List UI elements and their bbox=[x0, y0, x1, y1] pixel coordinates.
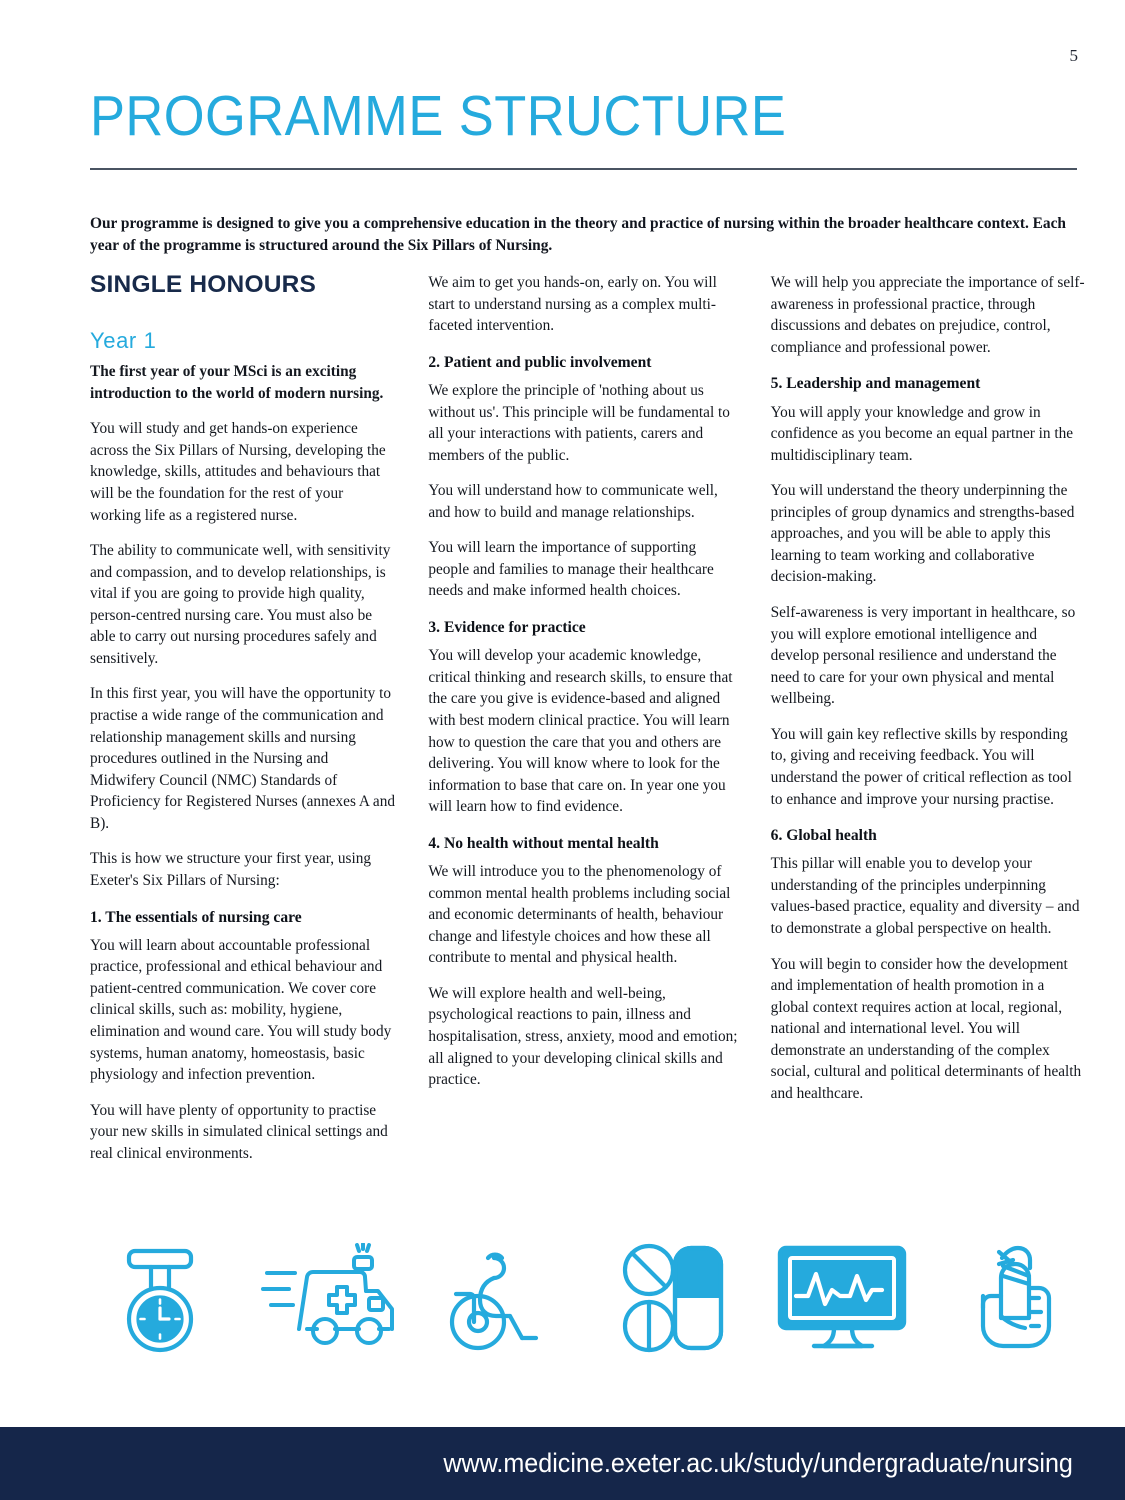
column-one bbox=[90, 272, 396, 1178]
pillar-heading-6: 6. Global health bbox=[770, 827, 877, 845]
page-number: 5 bbox=[1069, 46, 1078, 65]
column-two bbox=[428, 272, 738, 1178]
paragraph: You will have plenty of opportunity to practise your new skills in simulated clinical settings and real clinical environments. bbox=[90, 1101, 388, 1162]
paragraph: You will apply your knowledge and grow in confidence as you become an equal partner in the multidisciplinary team. bbox=[770, 403, 1074, 464]
year-heading: Year 1 bbox=[90, 327, 157, 353]
paragraph: You will learn the importance of supporting people and families to manage their healthcare needs and make informed health choices. bbox=[428, 539, 714, 600]
paragraph: You will learn about accountable professional practice, professional and ethical behaviour and patient-centred communication. We cover core clinical skills, such as: mobility, hygiene, elimination and wound care. You will study body systems, human anatomy, homeostasis, basic physiology and infection prevention. bbox=[90, 936, 392, 1084]
pills-icon bbox=[603, 1238, 743, 1358]
paragraph: Self-awareness is very important in healthcare, so you will explore emotional intelligence and develop personal resilience and understand the need to care for your own physical and mental wellbeing. bbox=[770, 604, 1076, 708]
paragraph: You will study and get hands-on experience across the Six Pillars of Nursing, developing the knowledge, skills, attitudes and behaviours that will be the foundation for the rest of your working life as a registered nurse. bbox=[90, 420, 386, 524]
paragraph: We aim to get you hands-on, early on. You will start to understand nursing as a complex multi-faceted intervention. bbox=[428, 274, 717, 335]
pillar-heading-1: 1. The essentials of nursing care bbox=[90, 908, 302, 926]
page-title-block bbox=[90, 84, 1078, 170]
paragraph: We will introduce you to the phenomenology of common mental health problems including social and economic determinants of health, behaviour change and lifestyle choices and how these all contribute to mental and physical health. bbox=[428, 863, 731, 967]
pillar-heading-5: 5. Leadership and management bbox=[770, 375, 981, 393]
year-lead-paragraph: The first year of your MSci is an exciting introduction to the world of modern nursing. bbox=[90, 363, 384, 402]
column-three bbox=[771, 272, 1085, 1178]
content-columns bbox=[90, 272, 1085, 1178]
fob-watch-icon bbox=[90, 1238, 230, 1358]
paragraph: The ability to communicate well, with sensitivity and compassion, and to develop relationships, is vital if you are going to provide high quality, person-centred nursing care. You must also be able to carry out nursing procedures safely and sensitively. bbox=[90, 542, 391, 667]
paragraph: You will understand the theory underpinning the principles of group dynamics and strengths-based approaches, and you will be able to apply this learning to team working and collaborative decision-making. bbox=[770, 482, 1075, 586]
paragraph: We will explore health and well-being, psychological reactions to pain, illness and hospitalisation, stress, anxiety, mood and emotion; all aligned to your developing clinical skills and practice. bbox=[428, 984, 738, 1089]
bandaged-finger-icon bbox=[945, 1238, 1085, 1358]
paragraph: This pillar will enable you to develop your understanding of the principles underpinning values-based practice, equality and diversity – and to demonstrate a global perspective on health. bbox=[770, 855, 1080, 938]
paragraph: You will begin to consider how the development and implementation of health promotion in a global context requires action at local, regional, national and international level. You will demonstrate an understanding of the complex social, cultural and political determinants of health and healthcare. bbox=[770, 955, 1082, 1102]
paragraph: In this first year, you will have the opportunity to practise a wide range of the communication and relationship management skills and nursing procedures outlined in the Nursing and Midwifery Council (NMC) Standards of Proficiency for Registered Nurses (annexes A and B). bbox=[90, 685, 395, 832]
paragraph: We explore the principle of 'nothing about us without us'. This principle will be fundamental to all your interactions with patients, carers and members of the public. bbox=[428, 381, 730, 464]
icon-strip bbox=[90, 1238, 1085, 1358]
footer-bar bbox=[0, 1427, 1125, 1500]
footer-url[interactable]: www.medicine.exeter.ac.uk/study/undergraduate/nursing bbox=[443, 1448, 1073, 1478]
ambulance-icon bbox=[261, 1238, 401, 1358]
intro-paragraph: Our programme is designed to give you a comprehensive education in the theory and practice of nursing within the broader healthcare context. Each year of the programme is structured around the Six Pillars of Nursing. bbox=[90, 215, 1066, 254]
paragraph: You will understand how to communicate well, and how to build and manage relationships. bbox=[428, 482, 718, 521]
wheelchair-icon bbox=[432, 1238, 572, 1358]
ecg-monitor-icon bbox=[774, 1238, 914, 1358]
paragraph: You will gain key reflective skills by responding to, giving and receiving feedback. You will understand the power of critical reflection as tool to enhance and improve your nursing practise. bbox=[770, 725, 1072, 808]
title-divider bbox=[90, 168, 1077, 170]
pillar-heading-2: 2. Patient and public involvement bbox=[428, 353, 652, 371]
pillar-heading-4: 4. No health without mental health bbox=[428, 834, 659, 852]
section-heading-single-honours: SINGLE HONOURS bbox=[90, 271, 317, 298]
page-title: PROGRAMME STRUCTURE bbox=[90, 84, 787, 148]
paragraph: We will help you appreciate the importance of self-awareness in professional practice, through discussions and debates on prejudice, control, compliance and professional power. bbox=[770, 274, 1085, 356]
paragraph: You will develop your academic knowledge, critical thinking and research skills, to ensure that the care you give is evidence-based and aligned with best modern clinical practice. You will learn how to question the care that you and others are delivering. You will know where to look for the information to base that care on. In year one you will learn how to find evidence. bbox=[428, 647, 733, 816]
paragraph: This is how we structure your first year, using Exeter's Six Pillars of Nursing: bbox=[90, 850, 372, 889]
pillar-heading-3: 3. Evidence for practice bbox=[428, 619, 586, 637]
